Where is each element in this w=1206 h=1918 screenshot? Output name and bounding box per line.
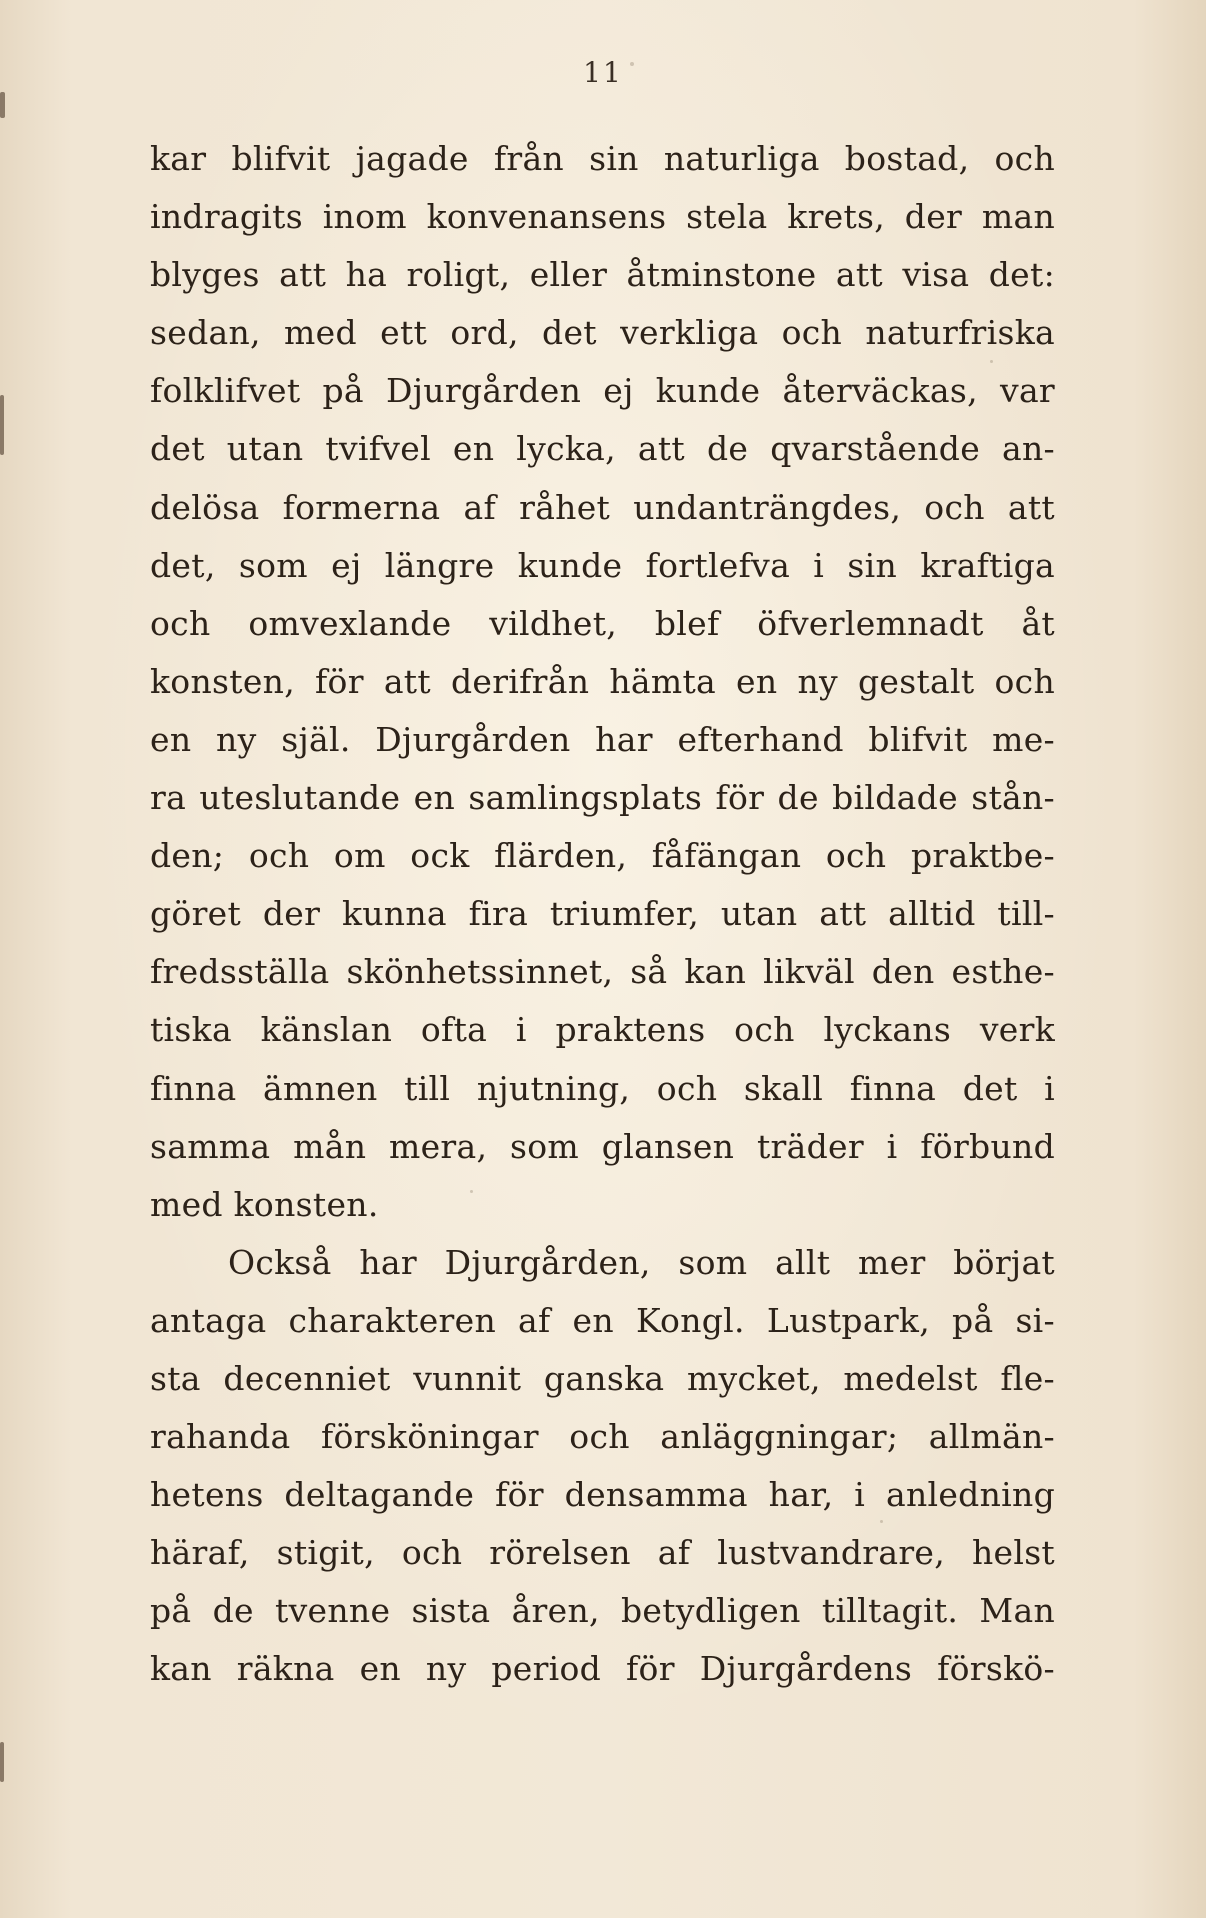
text-line: på de tvenne sista åren, betydligen tilltagit. Man: [150, 1591, 1055, 1631]
text-line: Också har Djurgården, som allt mer börjat: [228, 1242, 1055, 1282]
paragraph-1: [150, 130, 1055, 1234]
paragraph-2: [150, 1234, 1055, 1699]
text-line: sta decenniet vunnit ganska mycket, medelst fle-: [150, 1358, 1055, 1398]
text-line: den; och om ock flärden, fåfängan och praktbe-: [150, 836, 1055, 876]
text-line: häraf, stigit, och rörelsen af lustvandrare, helst: [150, 1533, 1055, 1573]
text-line: blyges att ha roligt, eller åtminstone att visa det:: [150, 255, 1055, 295]
text-line: rahanda försköningar och anläggningar; allmän-: [150, 1417, 1055, 1457]
text-line: fredsställa skönhetssinnet, så kan likväl den esthe-: [150, 952, 1055, 992]
text-line: finna ämnen till njutning, och skall finna det i: [150, 1068, 1055, 1108]
page-number: 11: [583, 56, 623, 89]
page-edge-mark: [0, 92, 5, 118]
text-line: konsten, för att derifrån hämta en ny gestalt och: [150, 661, 1055, 701]
text-line: en ny själ. Djurgården har efterhand blifvit me-: [150, 719, 1055, 759]
text-line: ra uteslutande en samlingsplats för de bildade stån-: [150, 778, 1055, 818]
text-line: sedan, med ett ord, det verkliga och naturfriska: [150, 313, 1055, 353]
text-line: antaga charakteren af en Kongl. Lustpark, på si-: [150, 1300, 1055, 1340]
text-line: göret der kunna fira triumfer, utan att alltid till-: [150, 894, 1055, 934]
text-line: med konsten.: [150, 1184, 379, 1224]
text-line: och omvexlande vildhet, blef öfverlemnadt åt: [150, 603, 1055, 643]
body-text: [150, 130, 1055, 1699]
text-line: kar blifvit jagade från sin naturliga bostad, och: [150, 139, 1055, 178]
text-line: det utan tvifvel en lycka, att de qvarstående an-: [150, 429, 1055, 469]
text-line: tiska känslan ofta i praktens och lyckans verk: [150, 1010, 1055, 1050]
text-line: delösa formerna af råhet undanträngdes, och att: [150, 487, 1055, 527]
text-line: samma mån mera, som glansen träder i förbund: [150, 1126, 1055, 1166]
page-edge-mark: [0, 395, 4, 455]
page-edge-mark: [0, 1742, 4, 1782]
text-line: hetens deltagande för densamma har, i anledning: [150, 1475, 1055, 1515]
text-line: indragits inom konvenansens stela krets, der man: [150, 197, 1055, 237]
text-line: folklifvet på Djurgården ej kunde återväckas, var: [150, 371, 1055, 411]
text-line: det, som ej längre kunde fortlefva i sin kraftiga: [150, 545, 1055, 585]
text-line: kan räkna en ny period för Djurgårdens förskö-: [150, 1649, 1055, 1689]
